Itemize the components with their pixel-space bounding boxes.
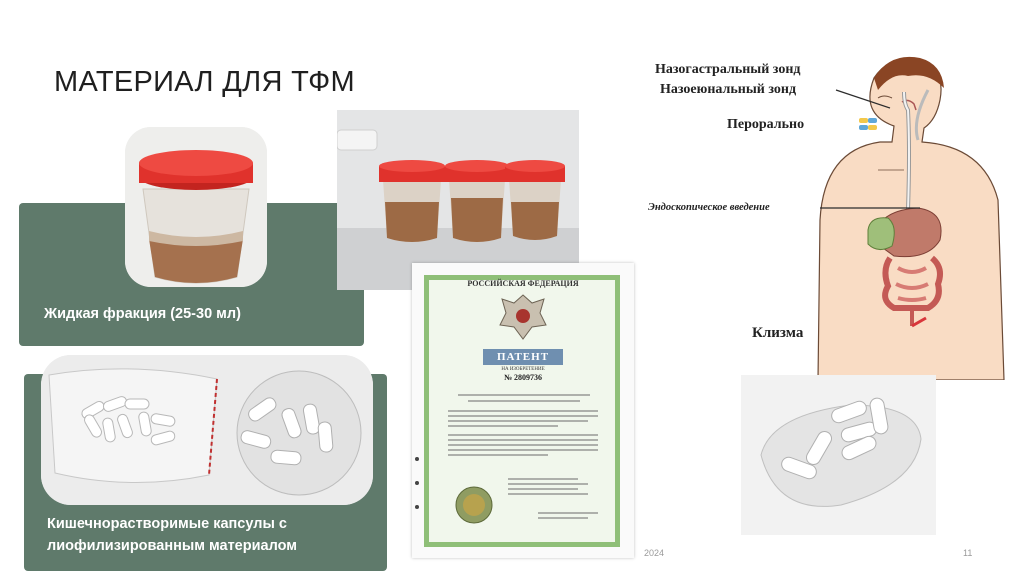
label-endoscopic: Эндоскопическое введение [648,202,770,213]
capsules-dish-photo [741,375,936,535]
patent-header: РОССИЙСКАЯ ФЕДЕРАЦИЯ [467,279,579,288]
page-number: 11 [963,548,973,558]
pill-icon [858,117,878,131]
patent-certificate [412,263,634,558]
footer-year: 2024 [644,548,665,558]
patent-number: № 2809736 [503,373,543,382]
container-photo [125,127,267,287]
label-nasojejunal: Назоеюнальный зонд [660,82,797,97]
capsules-dish-illustration [741,375,936,535]
coat-of-arms-icon [496,291,550,343]
patent-binding [412,453,422,513]
liquid-fraction-label: Жидкая фракция (25-30 мл) [44,306,241,322]
capsules-illustration [41,355,373,505]
patent-body-lines [438,387,610,537]
slide-title: МАТЕРИАЛ ДЛЯ ТФМ [54,66,355,98]
patent-sub: НА ИЗОБРЕТЕНИЕ [501,367,545,372]
label-nasogastric: Назогастральный зонд [655,62,801,77]
label-leader-lines [820,80,940,240]
capsules-photo [41,355,373,505]
capsule-label-line1: Кишечнорастворимые капсулы с [47,516,287,532]
label-enema: Клизма [752,325,804,341]
capsule-label-line2: лиофилизированным материалом [47,538,297,554]
patent-word: ПАТЕНТ [483,349,563,365]
label-peroral: Перорально [727,117,805,132]
container-illustration [125,127,267,287]
